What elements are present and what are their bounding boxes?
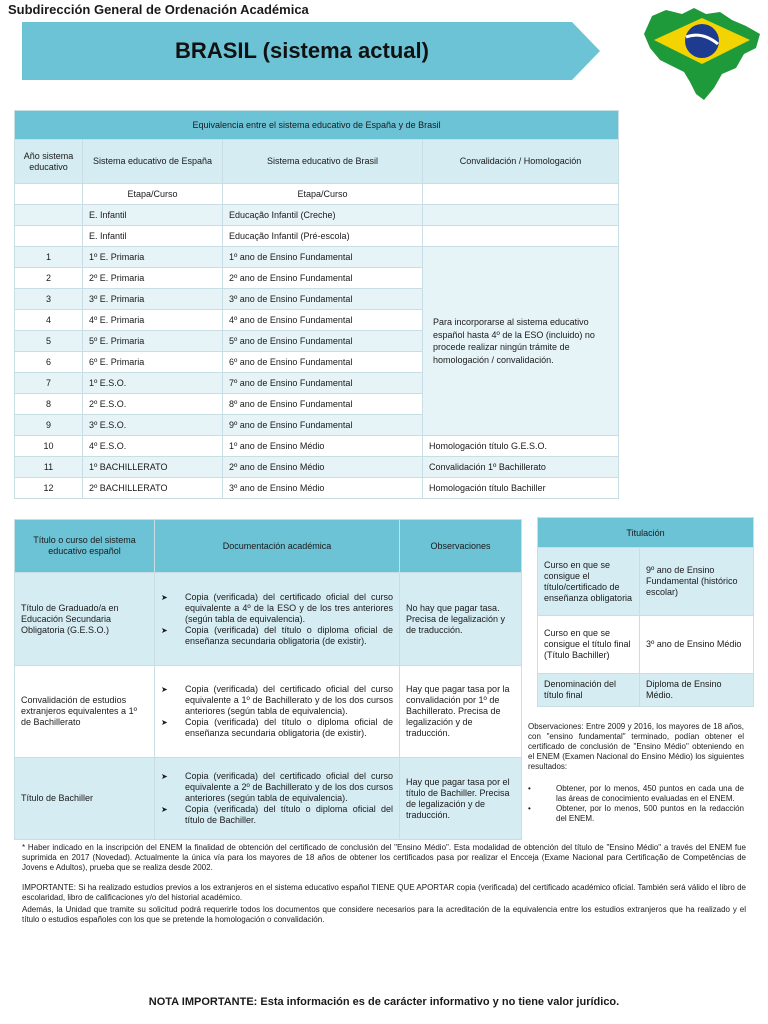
row-brazil: 2º ano de Ensino Fundamental (223, 268, 423, 289)
row-brazil: 5º ano de Ensino Fundamental (223, 331, 423, 352)
doc-row-docs (155, 758, 400, 840)
observation-bullet: Obtener, por lo menos, 500 puntos en la redacción del ENEM. (556, 804, 744, 823)
row-year: 10 (15, 436, 83, 457)
table-row (15, 478, 619, 499)
doc-row-title: Convalidación de estudios extranjeros equivalentes a 1º de Bachillerato (15, 666, 155, 758)
row-year: 9 (15, 415, 83, 436)
row-brazil: 1º ano de Ensino Fundamental (223, 247, 423, 268)
row-year: 7 (15, 373, 83, 394)
stage-brazil-label: Etapa/Curso (223, 184, 423, 205)
row-brazil: 6º ano de Ensino Fundamental (223, 352, 423, 373)
list-item: ➤ Copia (verificada) del título o diploma oficial del título de Bachiller. (161, 804, 393, 826)
notes-block (22, 843, 746, 927)
titulacion-table (537, 517, 754, 707)
note-important: IMPORTANTE: Si ha realizado estudios previos a los extranjeros en el sistema educativo español TIENE QUE APORTAR copia (verificada) del certificado académico oficial. También será válido el libro de escolaridad, libro de calificaciones y/o del historial académico. (22, 883, 746, 902)
row-spain: 4º E.S.O. (83, 436, 223, 457)
row-spain: 1º E.S.O. (83, 373, 223, 394)
table-row (15, 758, 522, 840)
table-row (538, 548, 754, 616)
row-year: 2 (15, 268, 83, 289)
stage-spain-label: Etapa/Curso (83, 184, 223, 205)
table-row (15, 226, 619, 247)
stage-conv-empty (423, 184, 619, 205)
documentation-table (14, 519, 522, 840)
doc-col-docs-header: Documentación académica (155, 520, 400, 573)
row-year (15, 205, 83, 226)
org-name: Subdirección General de Ordenación Académica (8, 2, 309, 17)
titulacion-label: Denominación del título final (538, 674, 640, 707)
list-item: ➤ Copia (verificada) del certificado oficial del curso equivalente a 1º de Bachillerato y de los dos cursos anteriores (según tabla de equivalencia). (161, 684, 393, 717)
row-year: 8 (15, 394, 83, 415)
list-item: ➤ Copia (verificada) del título o diploma oficial de enseñanza secundaria obligatoria (de existir). (161, 625, 393, 647)
row-brazil: Educação Infantil (Pré-escola) (223, 226, 423, 247)
row-year: 12 (15, 478, 83, 499)
row-spain: E. Infantil (83, 226, 223, 247)
table-row (15, 247, 619, 268)
doc-row-title: Título de Graduado/a en Educación Secundaria Obligatoria (G.E.S.O.) (15, 573, 155, 666)
row-year: 5 (15, 331, 83, 352)
doc-row-obs: Hay que pagar tasa por la convalidación por 1º de Bachillerato. Precisa de legalización y de traducción. (400, 666, 522, 758)
row-spain: 3º E. Primaria (83, 289, 223, 310)
list-item: • Obtener, por lo menos, 500 puntos en la redacción del ENEM. (528, 804, 744, 823)
stage-empty-cell (15, 184, 83, 205)
row-spain: 6º E. Primaria (83, 352, 223, 373)
list-item: ➤ Copia (verificada) del título o diploma oficial de enseñanza secundaria obligatoria (de existir). (161, 717, 393, 739)
row-spain: 4º E. Primaria (83, 310, 223, 331)
note-ademas: Además, la Unidad que tramite su solicitud podrá requerirle todos los documentos que considere necesarios para la acreditación de la equivalencia entre los estudios extranjeros que ha realizado y el título o estudios españoles con los que se pretende la homologación o convalidación. (22, 905, 746, 924)
row-conv (423, 205, 619, 226)
row-year: 1 (15, 247, 83, 268)
col-year-header: Año sistema educativo (15, 140, 83, 184)
equivalence-table (14, 110, 619, 499)
titulacion-header: Titulación (538, 518, 754, 548)
row-conv: Convalidación 1º Bachillerato (423, 457, 619, 478)
row-brazil: 8º ano de Ensino Fundamental (223, 394, 423, 415)
row-year (15, 226, 83, 247)
titulacion-value: Diploma de Ensino Médio. (640, 674, 754, 707)
doc-col-title-header: Título o curso del sistema educativo español (15, 520, 155, 573)
table-row (538, 616, 754, 674)
titulacion-value: 3º ano de Ensino Médio (640, 616, 754, 674)
doc-row-obs: Hay que pagar tasa por el título de Bachiller. Precisa de legalización y de traducción. (400, 758, 522, 840)
row-year: 6 (15, 352, 83, 373)
final-note: NOTA IMPORTANTE: Esta información es de carácter informativo y no tiene valor jurídico. (148, 996, 620, 1008)
row-spain: E. Infantil (83, 205, 223, 226)
row-spain: 1º E. Primaria (83, 247, 223, 268)
observations-text: Observaciones: Entre 2009 y 2016, los mayores de 18 años, con "ensino fundamental" terminado, podían obtener el certificado de conclusión de "Ensino Médio" obteniendo en el ENEM (Examen Nacional do Ensino Médio) los siguientes resultados: (528, 722, 744, 771)
table-row (15, 666, 522, 758)
row-conv: Homologación título Bachiller (423, 478, 619, 499)
list-item: ➤ Copia (verificada) del certificado oficial del curso equivalente a 2º de Bachillerato y de los dos cursos anteriores (según tabla de equivalencia). (161, 771, 393, 804)
row-year: 11 (15, 457, 83, 478)
row-brazil: Educação Infantil (Creche) (223, 205, 423, 226)
row-spain: 3º E.S.O. (83, 415, 223, 436)
table-row (15, 205, 619, 226)
brazil-map-flag-icon (636, 4, 768, 104)
row-conv: Homologación título G.E.S.O. (423, 436, 619, 457)
table-row (15, 573, 522, 666)
row-year: 3 (15, 289, 83, 310)
table-row (15, 436, 619, 457)
page-title: BRASIL (sistema actual) (175, 38, 429, 63)
row-brazil: 3º ano de Ensino Médio (223, 478, 423, 499)
row-brazil: 3º ano de Ensino Fundamental (223, 289, 423, 310)
row-brazil: 9º ano de Ensino Fundamental (223, 415, 423, 436)
doc-row-docs (155, 666, 400, 758)
titulacion-value: 9º ano de Ensino Fundamental (histórico escolar) (640, 548, 754, 616)
observations-block (528, 722, 744, 824)
col-brazil-header: Sistema educativo de Brasil (223, 140, 423, 184)
doc-col-obs-header: Observaciones (400, 520, 522, 573)
titulacion-label: Curso en que se consigue el título final (Título Bachiller) (538, 616, 640, 674)
table-row (15, 457, 619, 478)
row-spain: 2º BACHILLERATO (83, 478, 223, 499)
table-row (538, 674, 754, 707)
titulacion-label: Curso en que se consigue el título/certificado de enseñanza obligatoria (538, 548, 640, 616)
col-conv-header: Convalidación / Homologación (423, 140, 619, 184)
merged-note: Para incorporarse al sistema educativo español hasta 4º de la ESO (incluido) no procede realizar ningún trámite de homologación / convalidación. (423, 247, 619, 436)
row-brazil: 7º ano de Ensino Fundamental (223, 373, 423, 394)
doc-row-docs (155, 573, 400, 666)
col-spain-header: Sistema educativo de España (83, 140, 223, 184)
row-spain: 1º BACHILLERATO (83, 457, 223, 478)
row-brazil: 1º ano de Ensino Médio (223, 436, 423, 457)
doc-row-title: Título de Bachiller (15, 758, 155, 840)
doc-row-obs: No hay que pagar tasa. Precisa de legalización y de traducción. (400, 573, 522, 666)
list-item: ➤ Copia (verificada) del certificado oficial del curso equivalente a 4º de la ESO y de los tres anteriores (según tabla de equivalencia). (161, 592, 393, 625)
list-item: • Obtener, por lo menos, 450 puntos en cada una de las áreas de conocimiento evaluadas en el ENEM. (528, 784, 744, 803)
row-brazil: 4º ano de Ensino Fundamental (223, 310, 423, 331)
row-year: 4 (15, 310, 83, 331)
row-spain: 2º E.S.O. (83, 394, 223, 415)
row-conv (423, 226, 619, 247)
row-spain: 5º E. Primaria (83, 331, 223, 352)
row-brazil: 2º ano de Ensino Médio (223, 457, 423, 478)
row-spain: 2º E. Primaria (83, 268, 223, 289)
note-star: * Haber indicado en la inscripción del ENEM la finalidad de obtención del certificado de conclusión del "Ensino Médio". Esta modalidad de obtención del título de "Ensino Médio" a través del ENEM fue suprimida en 2017 (Novedad). Actualmente la única vía para los mayores de 18 años de obtener los certificados pasa por realizar el Encceja (Exame Nacional para Certificação de Competências de Jovens e Adultos), prueba que se realiza desde 2002. (22, 843, 746, 872)
observation-bullet: Obtener, por lo menos, 450 puntos en cada una de las áreas de conocimiento evaluadas en el ENEM. (556, 784, 744, 803)
equivalence-caption: Equivalencia entre el sistema educativo de España y de Brasil (15, 111, 619, 140)
